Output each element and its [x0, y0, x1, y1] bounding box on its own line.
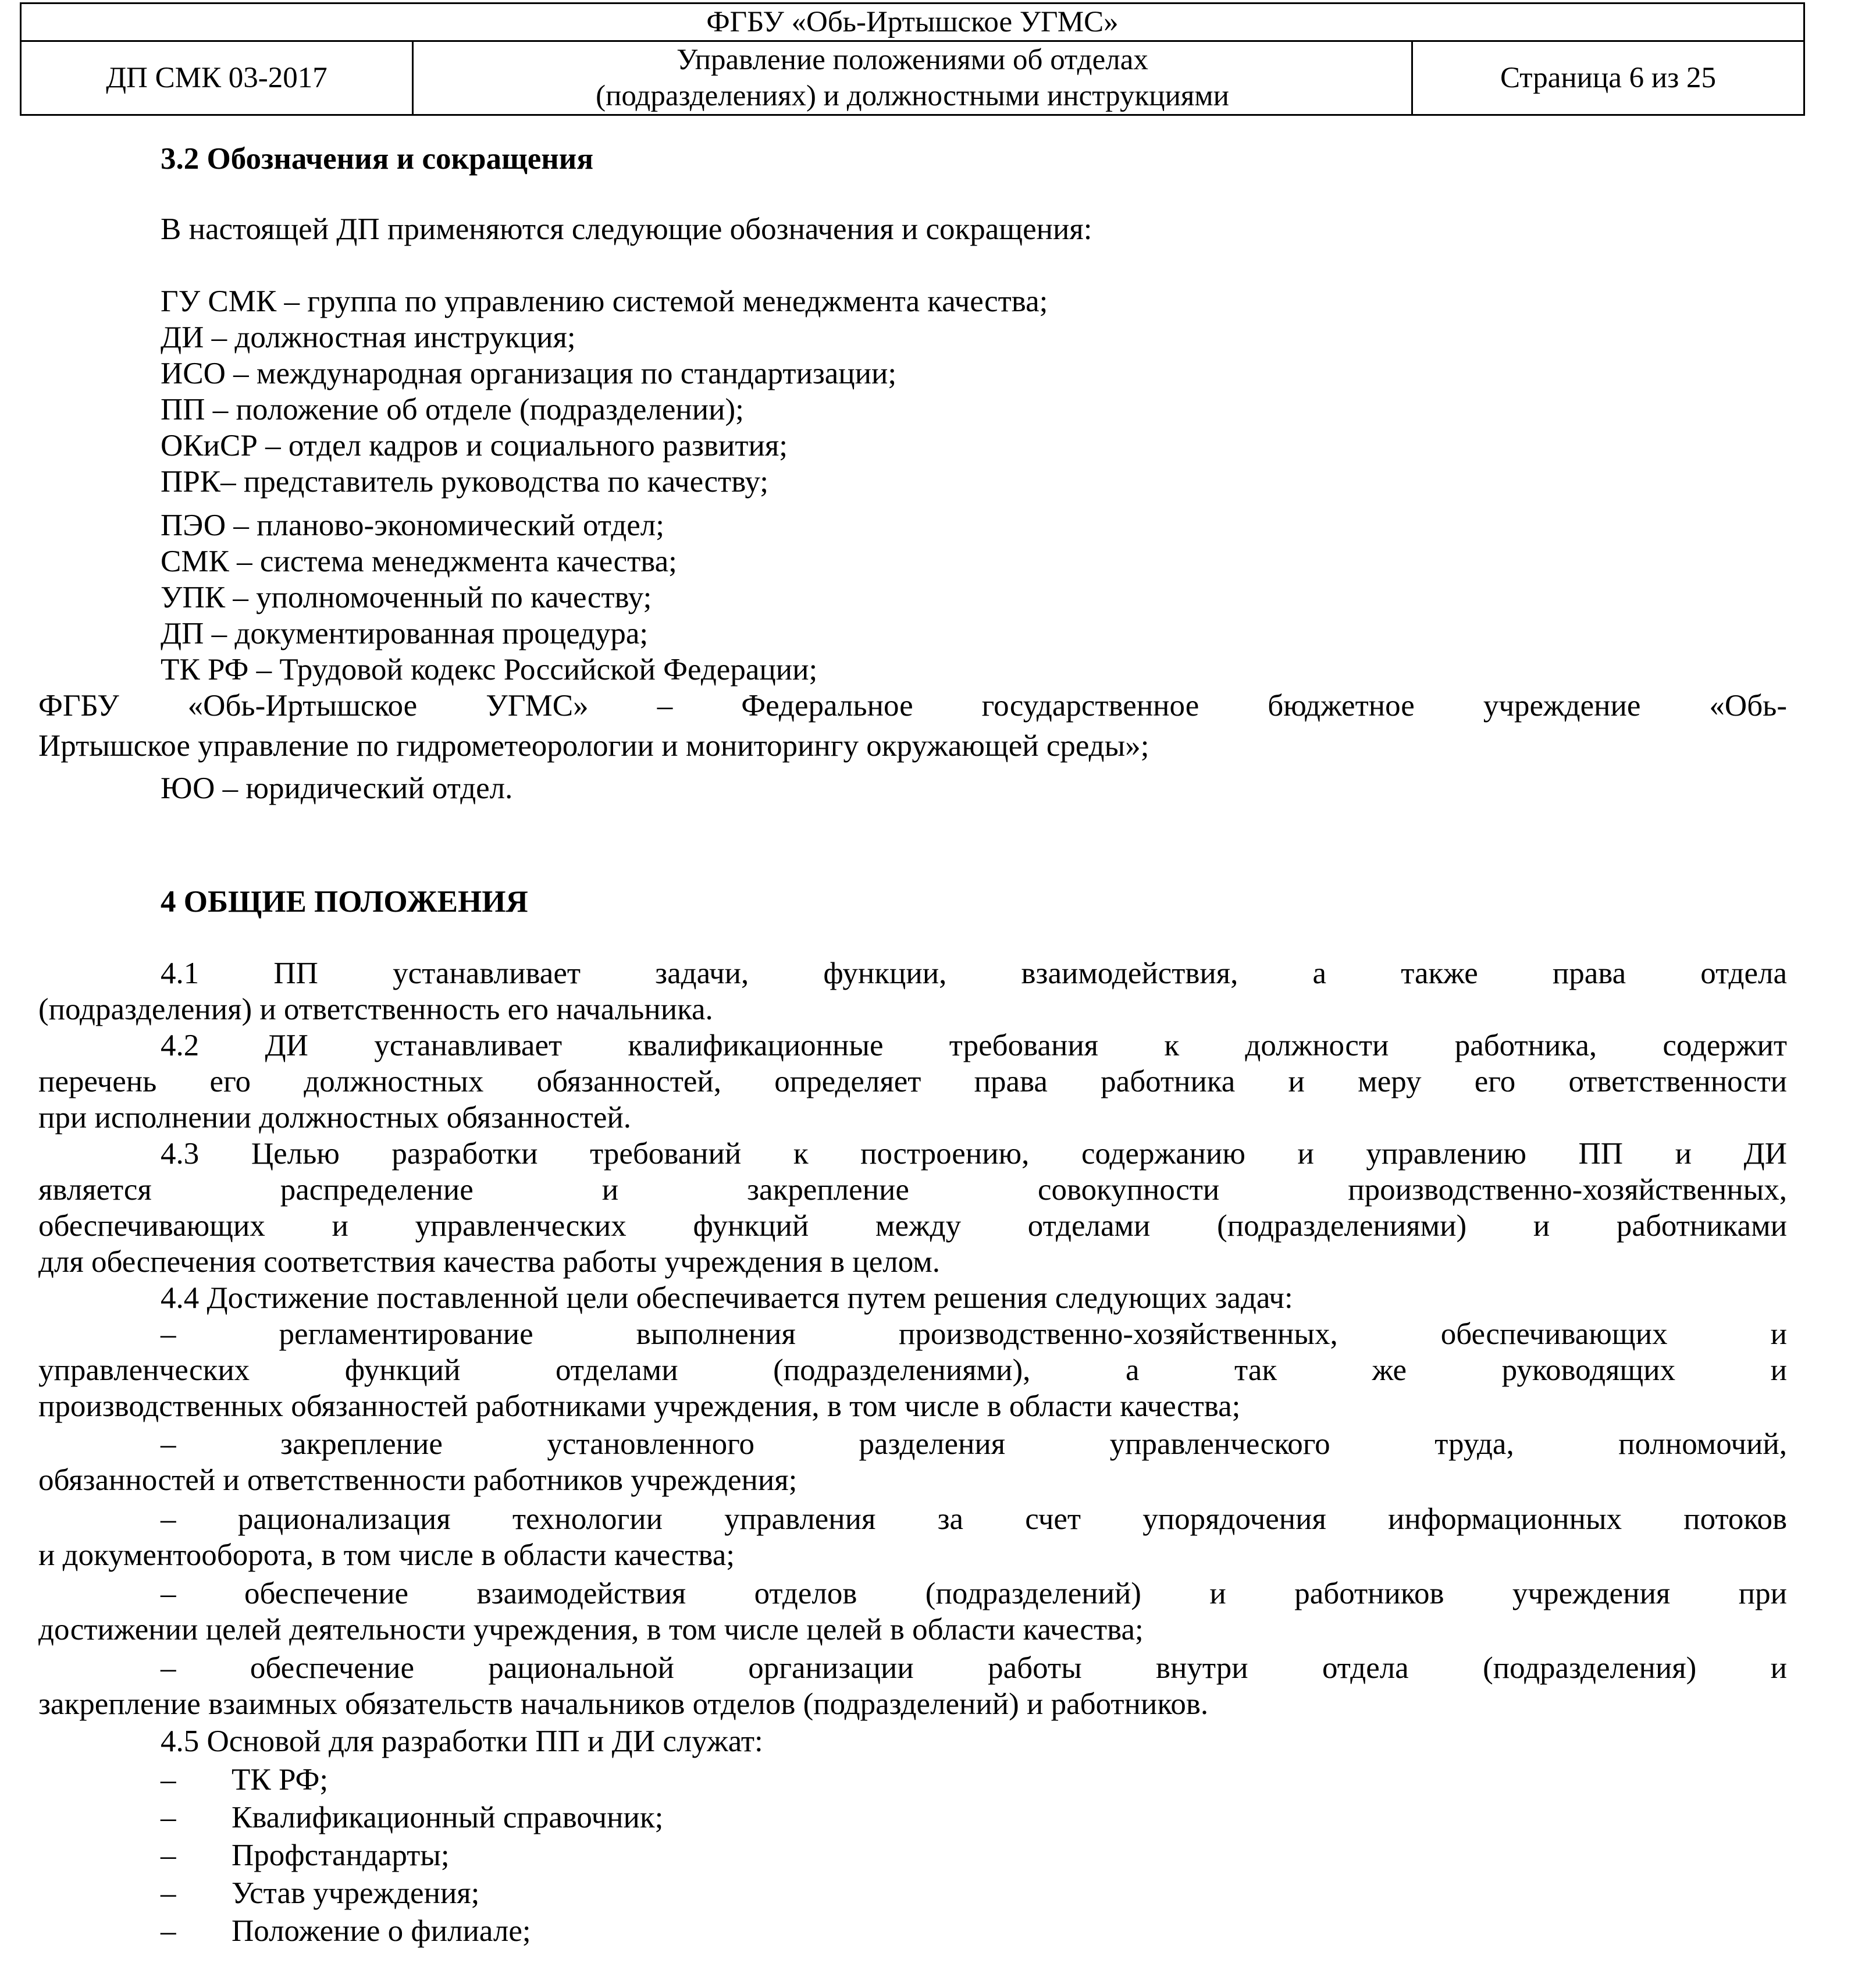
- section-3-2-heading: 3.2 Обозначения и сокращения: [161, 142, 593, 176]
- organization-name: ФГБУ «Обь-Иртышское УГМС»: [21, 3, 1804, 41]
- abbreviation-item: ПЭО – планово-экономический отдел;: [161, 508, 664, 542]
- abbreviation-item: ГУ СМК – группа по управлению системой менеджмента качества;: [161, 285, 1048, 318]
- task-item-line: – закрепление установленного разделения управленческого труда, полномочий,: [161, 1427, 1787, 1461]
- paragraph-4-2-line: при исполнении должностных обязанностей.: [38, 1101, 631, 1135]
- task-item-line: – обеспечение рациональной организации работы внутри отдела (подразделения) и: [161, 1651, 1787, 1685]
- paragraph-4-1-line: 4.1 ПП устанавливает задачи, функции, взаимодействия, а также права отдела: [161, 956, 1787, 990]
- task-item-line: – обеспечение взаимодействия отделов (подразделений) и работников учреждения при: [161, 1577, 1787, 1610]
- paragraph-4-2-line: перечень его должностных обязанностей, определяет права работника и меру его ответственности: [38, 1065, 1787, 1098]
- paragraph-4-4: 4.4 Достижение поставленной цели обеспечивается путем решения следующих задач:: [161, 1281, 1293, 1315]
- task-item-line: обязанностей и ответственности работников учреждения;: [38, 1463, 798, 1497]
- list-dash: –: [161, 1876, 176, 1910]
- document-title-line2: (подразделениях) и должностными инструкциями: [596, 80, 1229, 112]
- task-item-line: управленческих функций отделами (подразделениями), а так же руководящих и: [38, 1353, 1787, 1387]
- section-4-heading: 4 ОБЩИЕ ПОЛОЖЕНИЯ: [161, 885, 528, 919]
- paragraph-4-5: 4.5 Основой для разработки ПП и ДИ служат:: [161, 1724, 763, 1758]
- task-item-line: – рационализация технологии управления за счет упорядочения информационных потоков: [161, 1502, 1787, 1536]
- basis-list-item: Положение о филиале;: [232, 1914, 531, 1948]
- abbreviation-item: ИСО – международная организация по стандартизации;: [161, 357, 897, 390]
- task-item-line: закрепление взаимных обязательств начальников отделов (подразделений) и работников.: [38, 1687, 1209, 1721]
- abbreviation-item: ПРК– представитель руководства по качеству;: [161, 465, 768, 499]
- paragraph-4-3-line: для обеспечения соответствия качества работы учреждения в целом.: [38, 1245, 940, 1279]
- task-item-line: – регламентирование выполнения производственно-хозяйственных, обеспечивающих и: [161, 1317, 1787, 1351]
- abbreviation-item: УПК – уполномоченный по качеству;: [161, 581, 652, 614]
- task-item-line: достижении целей деятельности учреждения, в том числе целей в области качества;: [38, 1613, 1144, 1646]
- paragraph-4-1-line: (подразделения) и ответственность его начальника.: [38, 993, 713, 1026]
- abbreviation-item: СМК – система менеджмента качества;: [161, 545, 677, 578]
- list-dash: –: [161, 1838, 176, 1872]
- list-dash: –: [161, 1801, 176, 1834]
- abbreviation-item: ДИ – должностная инструкция;: [161, 321, 576, 354]
- paragraph-4-3-line: является распределение и закрепление совокупности производственно-хозяйственных,: [38, 1173, 1787, 1207]
- basis-list-item: Профстандарты;: [232, 1838, 450, 1872]
- abbreviation-item: ПП – положение об отделе (подразделении);: [161, 393, 744, 426]
- abbreviation-item: ЮО – юридический отдел.: [161, 771, 513, 805]
- document-header: [20, 2, 1805, 116]
- document-title: [413, 41, 1412, 115]
- paragraph-4-2-line: 4.2 ДИ устанавливает квалификационные требования к должности работника, содержит: [161, 1029, 1787, 1062]
- paragraph-4-3-line: 4.3 Целью разработки требований к построению, содержанию и управлению ПП и ДИ: [161, 1137, 1787, 1171]
- document-title-line1: Управление положениями об отделах: [677, 44, 1148, 76]
- abbreviation-item: ДП – документированная процедура;: [161, 617, 649, 650]
- document-code: ДП СМК 03-2017: [21, 41, 413, 115]
- basis-list-item: Квалификационный справочник;: [232, 1801, 664, 1834]
- list-dash: –: [161, 1763, 176, 1797]
- basis-list-item: Устав учреждения;: [232, 1876, 480, 1910]
- basis-list-item: ТК РФ;: [232, 1763, 329, 1797]
- task-item-line: и документооборота, в том числе в области качества;: [38, 1538, 735, 1572]
- page-number: Страница 6 из 25: [1412, 41, 1804, 115]
- abbreviation-item: ТК РФ – Трудовой кодекс Российской Федерации;: [161, 653, 818, 687]
- list-dash: –: [161, 1914, 176, 1948]
- abbreviation-item: ОКиСР – отдел кадров и социального развития;: [161, 429, 788, 463]
- paragraph-4-3-line: обеспечивающих и управленческих функций между отделами (подразделениями) и работниками: [38, 1209, 1787, 1243]
- task-item-line: производственных обязанностей работниками учреждения, в том числе в области качества;: [38, 1389, 1241, 1423]
- abbreviation-fgbu-line2: Иртышское управление по гидрометеорологии и мониторингу окружающей среды»;: [38, 729, 1149, 763]
- section-3-2-intro: В настоящей ДП применяются следующие обозначения и сокращения:: [161, 212, 1092, 246]
- abbreviation-fgbu-line1: ФГБУ «Обь-Иртышское УГМС» – Федеральное государственное бюджетное учреждение «Обь-: [38, 689, 1787, 723]
